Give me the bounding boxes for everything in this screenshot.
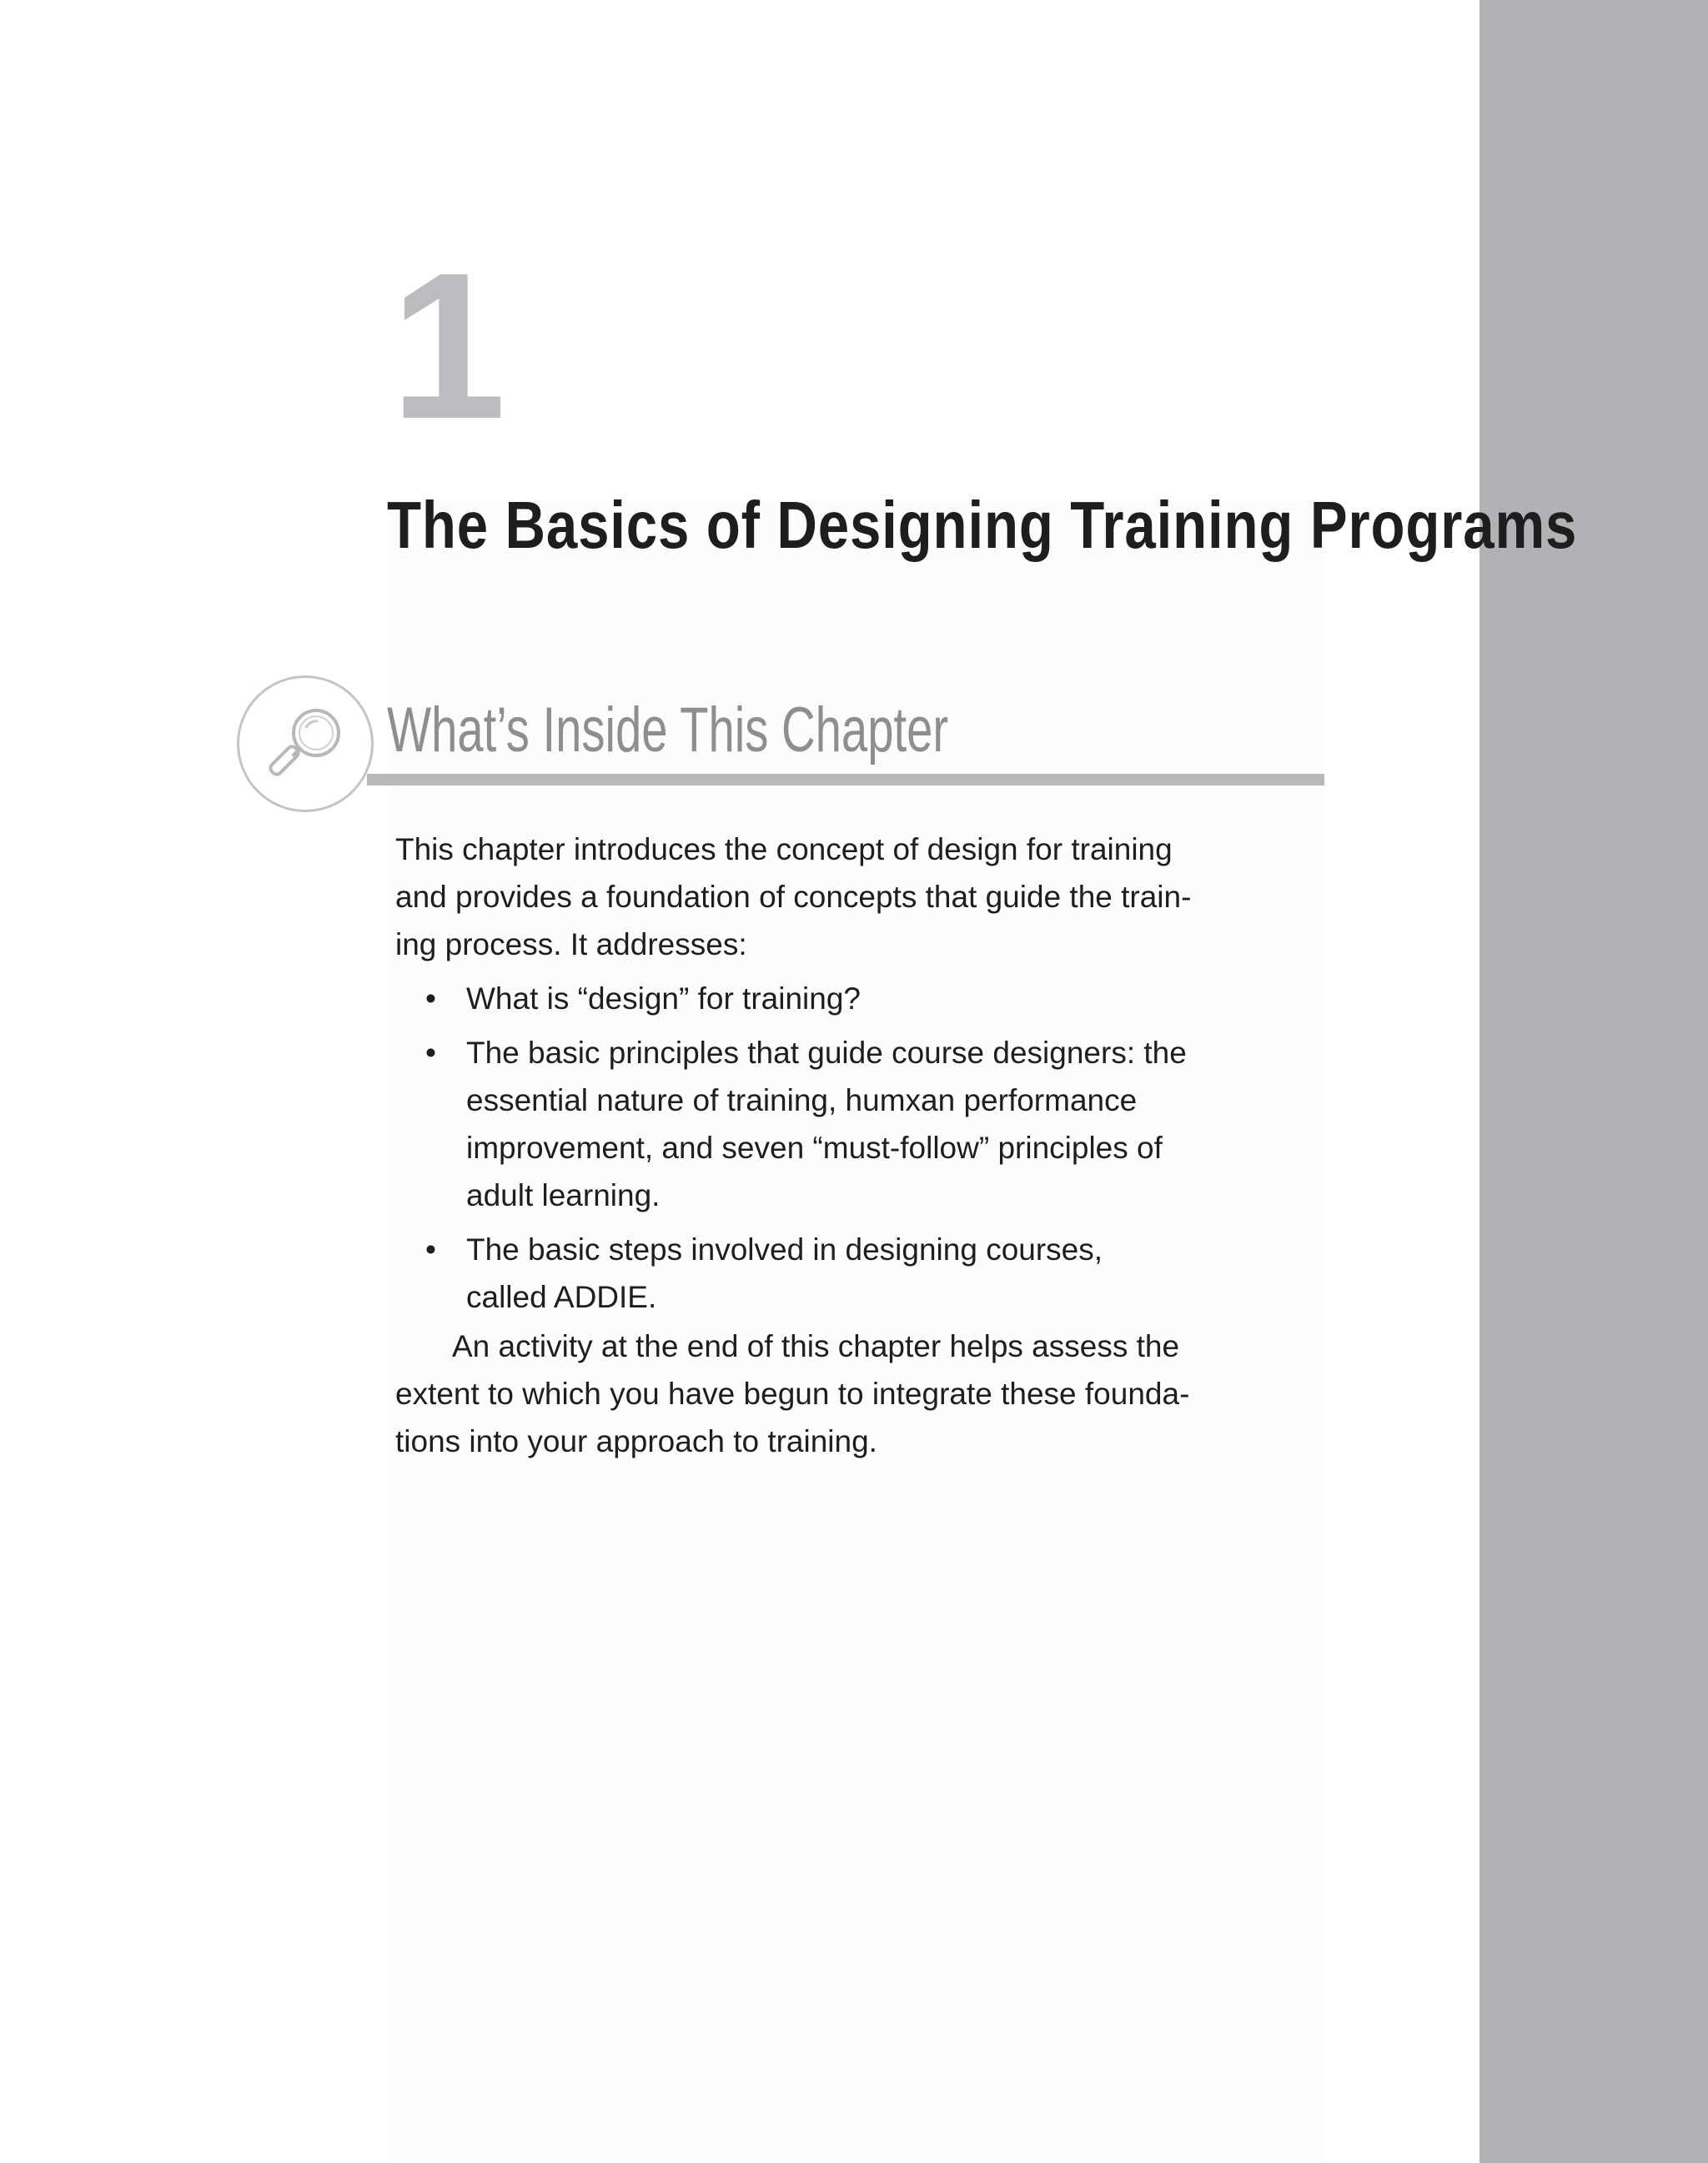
chapter-number: 1	[390, 229, 507, 462]
bullet-marker: •	[425, 981, 436, 1016]
intro-line: and provides a foundation of concepts that guide the train-	[395, 880, 1192, 914]
list-item: • The basic steps involved in designing courses, called ADDIE.	[395, 1226, 1224, 1321]
side-margin-band	[1479, 0, 1708, 2163]
bullet-marker: •	[425, 1232, 436, 1267]
list-item: • What is “design” for training?	[395, 975, 1224, 1022]
chapter-summary	[395, 826, 1224, 1465]
closing-paragraph	[395, 1322, 1224, 1465]
list-item: • The basic principles that guide course designers: the essential nature of training, humxan performance improvement, and seven “must-follow” principles of adult learning.	[395, 1029, 1224, 1219]
section-heading: What’s Inside This Chapter	[387, 695, 949, 765]
closing-line: tions into your approach to training.	[395, 1424, 877, 1458]
magnifier-icon	[237, 675, 374, 812]
topics-list	[395, 975, 1224, 1321]
closing-line: An activity at the end of this chapter helps assess the	[452, 1329, 1180, 1363]
intro-line: ing process. It addresses:	[395, 927, 747, 961]
intro-paragraph	[395, 826, 1224, 968]
bullet-marker: •	[425, 1036, 436, 1070]
intro-line: This chapter introduces the concept of design for training	[395, 832, 1173, 866]
chapter-title: The Basics of Designing Training Programs	[387, 488, 1578, 562]
closing-line: extent to which you have begun to integrate these founda-	[395, 1377, 1190, 1411]
section-divider	[367, 774, 1324, 785]
